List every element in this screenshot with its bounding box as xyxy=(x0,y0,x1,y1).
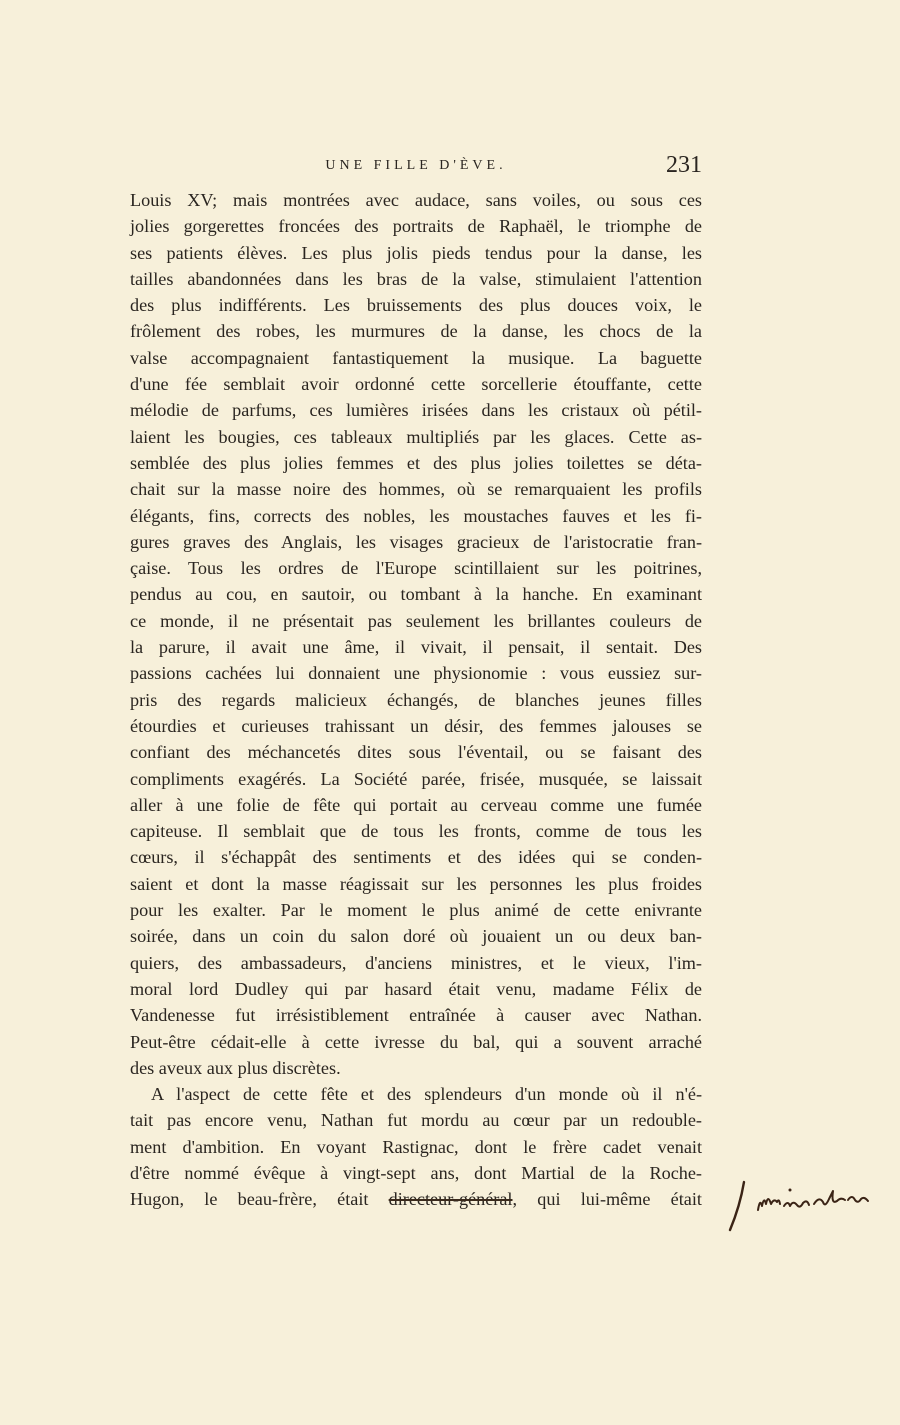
text-line: des aveux aux plus discrètes. xyxy=(130,1057,341,1078)
text-line: moral lord Dudley qui par hasard était venu, madame Félix de xyxy=(130,978,702,999)
text-line: pour les exalter. Par le moment le plus animé de cette enivrante xyxy=(130,900,702,921)
text-line: Louis XV; mais montrées avec audace, sans voiles, ou sous ces xyxy=(130,190,702,210)
text-segment: Hugon, le beau-frère, était xyxy=(130,1189,389,1210)
handwriting-stroke xyxy=(758,1199,780,1210)
text-segment: , qui lui-même était xyxy=(512,1189,702,1210)
text-line: cœurs, il s'échappât des sentiments et des idées qui se conden- xyxy=(130,847,702,868)
text-line: Vandenesse fut irrésistiblement entraînée à causer avec Nathan. xyxy=(130,1005,702,1026)
text-line: ce monde, il ne présentait pas seulement les brillantes couleurs de xyxy=(130,610,702,631)
text-line: ment d'ambition. En voyant Rastignac, dont le frère cadet venait xyxy=(130,1136,702,1157)
handwriting-stroke xyxy=(784,1201,809,1206)
text-line: compliments exagérés. La Société parée, frisée, musquée, se laissait xyxy=(130,768,702,789)
text-line: capiteuse. Il semblait que de tous les fronts, comme de tous les xyxy=(130,821,702,842)
text-line: Peut-être cédait-elle à cette ivresse du bal, qui a souvent arraché xyxy=(130,1031,702,1052)
text-line: étourdies et curieuses trahissant un désir, des femmes jalouses se xyxy=(130,715,702,736)
ink-dot xyxy=(789,1189,792,1192)
text-line: mélodie de parfums, ces lumières irisées dans les cristaux où pétil- xyxy=(130,400,702,421)
running-title: UNE FILLE D'ÈVE. xyxy=(325,158,507,173)
text-line: d'être nommé évêque à vingt-sept ans, dont Martial de la Roche- xyxy=(130,1162,702,1183)
paragraph-2 xyxy=(130,1081,702,1212)
text-line: valse accompagnaient fantastiquement la musique. La baguette xyxy=(130,347,702,368)
text-line: soirée, dans un coin du salon doré où jouaient un ou deux ban- xyxy=(130,926,702,947)
text-line: pendus au cou, en sautoir, ou tombant à la hanche. En examinant xyxy=(130,584,702,605)
insertion-mark xyxy=(730,1182,744,1230)
text-line: ses patients élèves. Les plus jolis pieds tendus pour la danse, les xyxy=(130,242,702,263)
text-line: la parure, il avait une âme, il vivait, il pensait, il sentait. Des xyxy=(130,637,702,658)
handwriting-stroke xyxy=(848,1197,868,1202)
text-line: aller à une folie de fête qui portait au cerveau comme une fumée xyxy=(130,794,702,815)
text-line: semblée des plus jolies femmes et des plus jolies toilettes se déta- xyxy=(130,452,702,473)
text-line: pris des regards malicieux échangés, de blanches jeunes filles xyxy=(130,689,702,710)
text-line: saient et dont la masse réagissait sur les personnes les plus froides xyxy=(130,873,702,894)
page-number: 231 xyxy=(666,152,702,178)
text-line: jolies gorgerettes froncées des portraits de Raphaël, le triomphe de xyxy=(130,216,702,237)
text-line: A l'aspect de cette fête et des splendeurs d'un monde où il n'é- xyxy=(151,1084,702,1105)
text-line: frôlement des robes, les murmures de la danse, les chocs de la xyxy=(130,321,702,342)
text-line: gures graves des Anglais, les visages gracieux de l'aristocratie fran- xyxy=(130,531,702,552)
text-line: tait pas encore venu, Nathan fut mordu au cœur par un redouble- xyxy=(130,1110,702,1131)
body-text xyxy=(130,187,702,1213)
text-line: tailles abandonnées dans les bras de la valse, stimulaient l'attention xyxy=(130,268,702,289)
text-line: confiant des méchancetés dites sous l'éventail, ou se faisant des xyxy=(130,742,702,763)
text-line: d'une fée semblait avoir ordonné cette sorcellerie étouffante, cette xyxy=(130,374,702,395)
struck-out-word: directeur-général xyxy=(388,1189,513,1210)
paragraph-1 xyxy=(130,187,702,1081)
page-header xyxy=(130,152,702,186)
text-line: laient les bougies, ces tableaux multipliés par les glaces. Cette as- xyxy=(130,426,702,447)
text-line: çaise. Tous les ordres de l'Europe scintillaient sur les poitrines, xyxy=(130,558,702,579)
handwriting-stroke xyxy=(814,1191,845,1204)
text-line: chait sur la masse noire des hommes, où se remarquaient les profils xyxy=(130,479,702,500)
text-line: des plus indifférents. Les bruissements des plus douces voix, le xyxy=(130,295,702,316)
handwritten-annotation xyxy=(722,1176,882,1236)
text-line: passions cachées lui donnaient une physionomie : vous eussiez sur- xyxy=(130,663,702,684)
text-line: élégants, fins, corrects des nobles, les moustaches fauves et les fi- xyxy=(130,505,702,526)
text-line-final xyxy=(130,1186,702,1212)
text-line: quiers, des ambassadeurs, d'anciens ministres, et le vieux, l'im- xyxy=(130,952,702,973)
